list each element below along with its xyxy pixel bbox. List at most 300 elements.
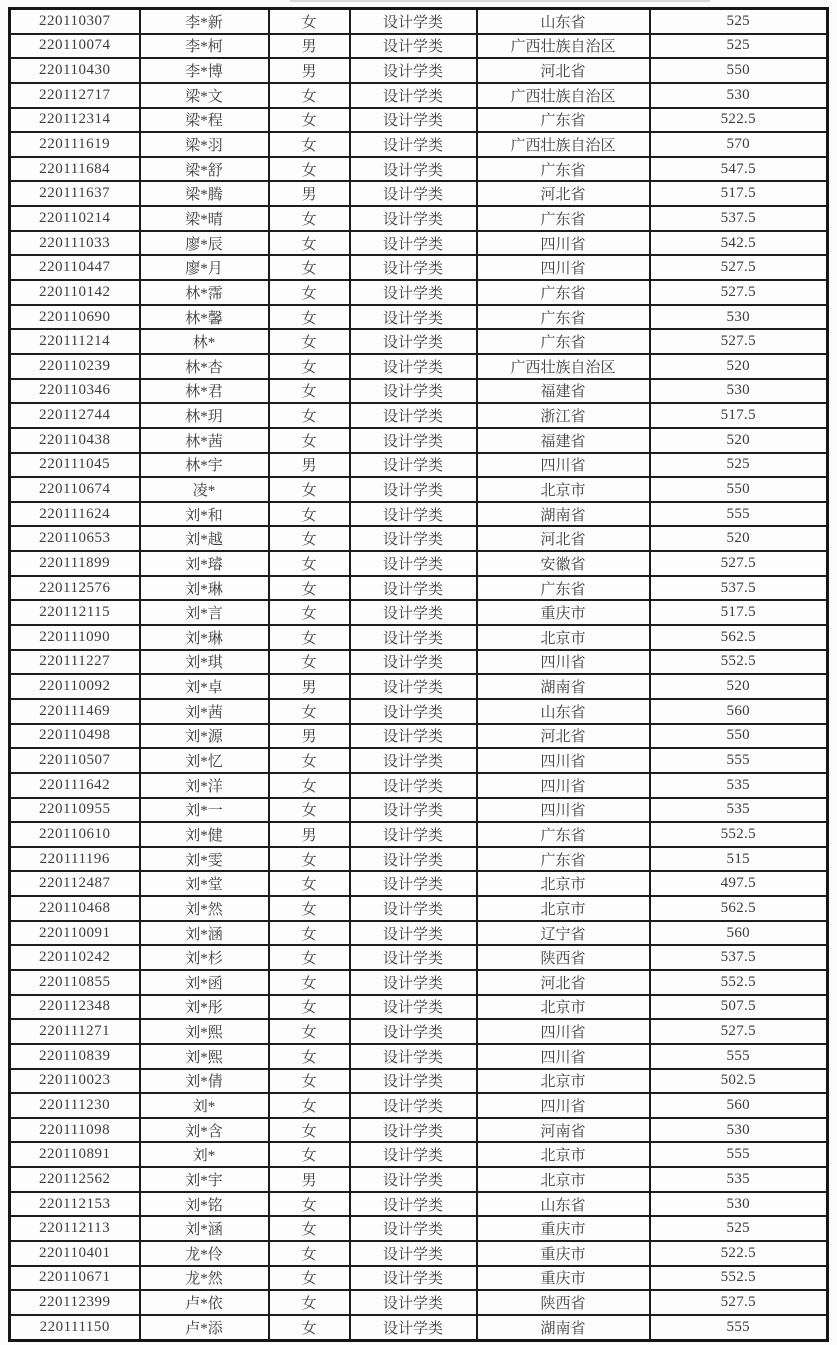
- table-row: [10, 600, 828, 625]
- cell-gender: 女: [269, 798, 350, 823]
- cell-score: 537.5: [650, 576, 828, 601]
- cell-gender: 男: [269, 34, 350, 59]
- cell-name: 刘*杉: [140, 945, 269, 970]
- cell-score: 537.5: [650, 206, 828, 231]
- cell-province: 福建省: [477, 428, 650, 453]
- table-row: [10, 1069, 828, 1094]
- cell-name: 林*馨: [140, 305, 269, 330]
- cell-gender: 女: [269, 83, 350, 108]
- cell-province: 四川省: [477, 453, 650, 478]
- table-row: [10, 896, 828, 921]
- cell-score: 550: [650, 724, 828, 749]
- cell-score: 525: [650, 1216, 828, 1241]
- cell-province: 广西壮族自治区: [477, 34, 650, 59]
- cell-gender: 男: [269, 58, 350, 83]
- cell-candidate_number: 220111619: [10, 132, 140, 157]
- cell-major_category: 设计学类: [350, 108, 477, 133]
- cell-score: 525: [650, 9, 828, 34]
- cell-name: 刘*璿: [140, 551, 269, 576]
- cell-province: 北京市: [477, 1167, 650, 1192]
- cell-gender: 女: [269, 970, 350, 995]
- cell-name: 梁*舒: [140, 157, 269, 182]
- cell-province: 陕西省: [477, 945, 650, 970]
- cell-name: 刘*健: [140, 822, 269, 847]
- cell-candidate_number: 220112314: [10, 108, 140, 133]
- table-row: [10, 354, 828, 379]
- cell-name: 林*君: [140, 379, 269, 404]
- cell-province: 河北省: [477, 526, 650, 551]
- cell-province: 辽宁省: [477, 921, 650, 946]
- cell-name: 刘*: [140, 1093, 269, 1118]
- cell-major_category: 设计学类: [350, 674, 477, 699]
- admission-scores-table: [8, 7, 829, 1342]
- cell-score: 552.5: [650, 650, 828, 675]
- cell-gender: 女: [269, 551, 350, 576]
- cell-name: 刘*铭: [140, 1192, 269, 1217]
- table-row: [10, 1315, 828, 1340]
- cell-province: 北京市: [477, 477, 650, 502]
- cell-province: 河南省: [477, 1118, 650, 1143]
- cell-score: 502.5: [650, 1069, 828, 1094]
- cell-score: 555: [650, 1142, 828, 1167]
- cell-gender: 女: [269, 896, 350, 921]
- cell-province: 福建省: [477, 379, 650, 404]
- cell-major_category: 设计学类: [350, 650, 477, 675]
- table-row: [10, 502, 828, 527]
- table-row: [10, 1093, 828, 1118]
- cell-name: 林*茜: [140, 428, 269, 453]
- cell-province: 四川省: [477, 231, 650, 256]
- cell-province: 河北省: [477, 724, 650, 749]
- cell-score: 535: [650, 798, 828, 823]
- cell-province: 四川省: [477, 650, 650, 675]
- cell-province: 广东省: [477, 206, 650, 231]
- cell-province: 北京市: [477, 1142, 650, 1167]
- cell-score: 562.5: [650, 625, 828, 650]
- cell-name: 刘*熙: [140, 1019, 269, 1044]
- cell-name: 梁*文: [140, 83, 269, 108]
- cell-province: 湖南省: [477, 502, 650, 527]
- cell-gender: 女: [269, 1093, 350, 1118]
- cell-score: 555: [650, 748, 828, 773]
- cell-province: 北京市: [477, 871, 650, 896]
- cell-candidate_number: 220112399: [10, 1290, 140, 1315]
- cell-province: 河北省: [477, 970, 650, 995]
- cell-score: 560: [650, 921, 828, 946]
- cell-province: 重庆市: [477, 1241, 650, 1266]
- cell-name: 刘*宇: [140, 1167, 269, 1192]
- cell-candidate_number: 220110239: [10, 354, 140, 379]
- cell-name: 林*宇: [140, 453, 269, 478]
- cell-major_category: 设计学类: [350, 1118, 477, 1143]
- cell-province: 广东省: [477, 305, 650, 330]
- table-row: [10, 1241, 828, 1266]
- cell-score: 560: [650, 1093, 828, 1118]
- cell-major_category: 设计学类: [350, 773, 477, 798]
- cell-gender: 女: [269, 773, 350, 798]
- cell-major_category: 设计学类: [350, 58, 477, 83]
- cell-name: 梁*羽: [140, 132, 269, 157]
- cell-major_category: 设计学类: [350, 847, 477, 872]
- cell-gender: 男: [269, 674, 350, 699]
- cell-gender: 女: [269, 847, 350, 872]
- cell-name: 龙*然: [140, 1266, 269, 1291]
- cell-gender: 女: [269, 1019, 350, 1044]
- cell-candidate_number: 220111150: [10, 1315, 140, 1340]
- cell-province: 四川省: [477, 773, 650, 798]
- cell-province: 广东省: [477, 822, 650, 847]
- cell-candidate_number: 220112348: [10, 995, 140, 1020]
- cell-score: 560: [650, 699, 828, 724]
- cell-name: 刘*卓: [140, 674, 269, 699]
- cell-major_category: 设计学类: [350, 403, 477, 428]
- cell-major_category: 设计学类: [350, 576, 477, 601]
- cell-name: 刘*忆: [140, 748, 269, 773]
- cell-major_category: 设计学类: [350, 181, 477, 206]
- cell-gender: 男: [269, 181, 350, 206]
- cell-candidate_number: 220110498: [10, 724, 140, 749]
- cell-province: 北京市: [477, 625, 650, 650]
- table-row: [10, 280, 828, 305]
- table-row: [10, 871, 828, 896]
- cell-gender: 女: [269, 576, 350, 601]
- cell-score: 527.5: [650, 280, 828, 305]
- cell-candidate_number: 220112717: [10, 83, 140, 108]
- cell-gender: 女: [269, 379, 350, 404]
- cell-major_category: 设计学类: [350, 453, 477, 478]
- cell-candidate_number: 220111642: [10, 773, 140, 798]
- cell-candidate_number: 220110438: [10, 428, 140, 453]
- cell-candidate_number: 220111624: [10, 502, 140, 527]
- cell-major_category: 设计学类: [350, 526, 477, 551]
- cell-score: 527.5: [650, 329, 828, 354]
- cell-province: 广东省: [477, 108, 650, 133]
- cell-name: 李*博: [140, 58, 269, 83]
- cell-candidate_number: 220111271: [10, 1019, 140, 1044]
- cell-score: 520: [650, 428, 828, 453]
- table-row: [10, 428, 828, 453]
- cell-name: 刘*: [140, 1142, 269, 1167]
- cell-name: 刘*琳: [140, 625, 269, 650]
- table-row: [10, 945, 828, 970]
- cell-gender: 女: [269, 354, 350, 379]
- cell-province: 重庆市: [477, 1266, 650, 1291]
- cell-major_category: 设计学类: [350, 1216, 477, 1241]
- table-row: [10, 83, 828, 108]
- cell-gender: 男: [269, 724, 350, 749]
- cell-score: 527.5: [650, 255, 828, 280]
- cell-candidate_number: 220110839: [10, 1044, 140, 1069]
- cell-major_category: 设计学类: [350, 699, 477, 724]
- table-row: [10, 674, 828, 699]
- cell-score: 525: [650, 453, 828, 478]
- cell-candidate_number: 220110092: [10, 674, 140, 699]
- cell-major_category: 设计学类: [350, 1093, 477, 1118]
- cell-score: 507.5: [650, 995, 828, 1020]
- cell-name: 刘*琪: [140, 650, 269, 675]
- cell-gender: 女: [269, 1044, 350, 1069]
- cell-gender: 女: [269, 921, 350, 946]
- cell-gender: 女: [269, 280, 350, 305]
- cell-candidate_number: 220110690: [10, 305, 140, 330]
- cell-score: 530: [650, 1192, 828, 1217]
- cell-province: 广东省: [477, 280, 650, 305]
- cell-major_category: 设计学类: [350, 970, 477, 995]
- table-row: [10, 108, 828, 133]
- cell-province: 四川省: [477, 748, 650, 773]
- table-row: [10, 206, 828, 231]
- cell-province: 北京市: [477, 1069, 650, 1094]
- cell-candidate_number: 220111637: [10, 181, 140, 206]
- cell-score: 517.5: [650, 181, 828, 206]
- table-row: [10, 58, 828, 83]
- cell-gender: 女: [269, 1216, 350, 1241]
- cell-major_category: 设计学类: [350, 132, 477, 157]
- cell-major_category: 设计学类: [350, 748, 477, 773]
- cell-name: 卢*依: [140, 1290, 269, 1315]
- table-row: [10, 34, 828, 59]
- table-row: [10, 1266, 828, 1291]
- cell-gender: 男: [269, 1167, 350, 1192]
- cell-province: 北京市: [477, 995, 650, 1020]
- cell-candidate_number: 220110214: [10, 206, 140, 231]
- cell-gender: 女: [269, 625, 350, 650]
- cell-candidate_number: 220111090: [10, 625, 140, 650]
- cell-candidate_number: 220112562: [10, 1167, 140, 1192]
- cell-major_category: 设计学类: [350, 379, 477, 404]
- cell-candidate_number: 220112153: [10, 1192, 140, 1217]
- cell-name: 林*: [140, 329, 269, 354]
- cell-major_category: 设计学类: [350, 871, 477, 896]
- cell-gender: 男: [269, 453, 350, 478]
- cell-province: 山东省: [477, 9, 650, 34]
- cell-candidate_number: 220111033: [10, 231, 140, 256]
- cell-major_category: 设计学类: [350, 921, 477, 946]
- cell-name: 刘*涵: [140, 1216, 269, 1241]
- cell-gender: 女: [269, 650, 350, 675]
- table-row: [10, 379, 828, 404]
- cell-gender: 女: [269, 748, 350, 773]
- cell-province: 广西壮族自治区: [477, 132, 650, 157]
- cell-gender: 女: [269, 206, 350, 231]
- cell-gender: 女: [269, 526, 350, 551]
- cell-candidate_number: 220111684: [10, 157, 140, 182]
- cell-major_category: 设计学类: [350, 1167, 477, 1192]
- cell-score: 517.5: [650, 600, 828, 625]
- table-row: [10, 255, 828, 280]
- cell-province: 四川省: [477, 1093, 650, 1118]
- cell-score: 527.5: [650, 551, 828, 576]
- cell-gender: 女: [269, 329, 350, 354]
- cell-major_category: 设计学类: [350, 1192, 477, 1217]
- cell-name: 刘*熙: [140, 1044, 269, 1069]
- cell-name: 林*杏: [140, 354, 269, 379]
- cell-candidate_number: 220111214: [10, 329, 140, 354]
- cell-name: 刘*倩: [140, 1069, 269, 1094]
- cell-major_category: 设计学类: [350, 83, 477, 108]
- cell-score: 515: [650, 847, 828, 872]
- cell-name: 刘*含: [140, 1118, 269, 1143]
- cell-major_category: 设计学类: [350, 1290, 477, 1315]
- cell-score: 517.5: [650, 403, 828, 428]
- cell-major_category: 设计学类: [350, 329, 477, 354]
- cell-candidate_number: 220112487: [10, 871, 140, 896]
- cell-score: 555: [650, 502, 828, 527]
- cell-name: 刘*琳: [140, 576, 269, 601]
- cell-score: 522.5: [650, 108, 828, 133]
- cell-gender: 女: [269, 9, 350, 34]
- cell-major_category: 设计学类: [350, 625, 477, 650]
- cell-major_category: 设计学类: [350, 1241, 477, 1266]
- cell-candidate_number: 220111469: [10, 699, 140, 724]
- cell-score: 535: [650, 1167, 828, 1192]
- table-row: [10, 157, 828, 182]
- table-row: [10, 699, 828, 724]
- cell-major_category: 设计学类: [350, 896, 477, 921]
- table-row: [10, 1142, 828, 1167]
- cell-gender: 女: [269, 108, 350, 133]
- cell-major_category: 设计学类: [350, 206, 477, 231]
- cell-province: 湖南省: [477, 1315, 650, 1340]
- table-row: [10, 181, 828, 206]
- cell-name: 刘*言: [140, 600, 269, 625]
- cell-major_category: 设计学类: [350, 1142, 477, 1167]
- cell-province: 四川省: [477, 255, 650, 280]
- cell-major_category: 设计学类: [350, 551, 477, 576]
- cell-score: 497.5: [650, 871, 828, 896]
- cell-major_category: 设计学类: [350, 600, 477, 625]
- cell-province: 浙江省: [477, 403, 650, 428]
- cell-major_category: 设计学类: [350, 157, 477, 182]
- cell-major_category: 设计学类: [350, 1069, 477, 1094]
- cell-major_category: 设计学类: [350, 724, 477, 749]
- cell-name: 刘*堂: [140, 871, 269, 896]
- cell-province: 山东省: [477, 1192, 650, 1217]
- cell-province: 北京市: [477, 896, 650, 921]
- cell-candidate_number: 220112113: [10, 1216, 140, 1241]
- table-row: [10, 576, 828, 601]
- cell-major_category: 设计学类: [350, 995, 477, 1020]
- cell-score: 525: [650, 34, 828, 59]
- cell-score: 555: [650, 1315, 828, 1340]
- cell-gender: 女: [269, 157, 350, 182]
- cell-candidate_number: 220110468: [10, 896, 140, 921]
- cell-name: 卢*添: [140, 1315, 269, 1340]
- cell-candidate_number: 220111045: [10, 453, 140, 478]
- cell-major_category: 设计学类: [350, 280, 477, 305]
- cell-name: 龙*伶: [140, 1241, 269, 1266]
- cell-name: 刘*涵: [140, 921, 269, 946]
- cell-name: 李*新: [140, 9, 269, 34]
- cell-province: 湖南省: [477, 674, 650, 699]
- cell-province: 四川省: [477, 1044, 650, 1069]
- cell-candidate_number: 220111098: [10, 1118, 140, 1143]
- table-row: [10, 995, 828, 1020]
- cell-name: 刘*越: [140, 526, 269, 551]
- cell-candidate_number: 220110653: [10, 526, 140, 551]
- cell-gender: 女: [269, 132, 350, 157]
- cell-province: 广东省: [477, 157, 650, 182]
- cell-name: 刘*然: [140, 896, 269, 921]
- cell-gender: 女: [269, 1290, 350, 1315]
- table-body: [10, 9, 828, 1341]
- cell-candidate_number: 220110401: [10, 1241, 140, 1266]
- cell-gender: 女: [269, 1241, 350, 1266]
- cell-candidate_number: 220111227: [10, 650, 140, 675]
- cell-gender: 女: [269, 699, 350, 724]
- table-row: [10, 724, 828, 749]
- table-row: [10, 551, 828, 576]
- cell-name: 林*玥: [140, 403, 269, 428]
- cell-major_category: 设计学类: [350, 305, 477, 330]
- cell-name: 刘*茜: [140, 699, 269, 724]
- cell-score: 562.5: [650, 896, 828, 921]
- cell-candidate_number: 220110507: [10, 748, 140, 773]
- cell-province: 四川省: [477, 1019, 650, 1044]
- cell-score: 550: [650, 477, 828, 502]
- cell-candidate_number: 220112576: [10, 576, 140, 601]
- cell-gender: 男: [269, 822, 350, 847]
- cell-gender: 女: [269, 1118, 350, 1143]
- table-row: [10, 526, 828, 551]
- cell-gender: 女: [269, 477, 350, 502]
- cell-gender: 女: [269, 1315, 350, 1340]
- cell-score: 537.5: [650, 945, 828, 970]
- cell-name: 刘*一: [140, 798, 269, 823]
- cell-name: 廖*月: [140, 255, 269, 280]
- table-row: [10, 477, 828, 502]
- cell-gender: 女: [269, 995, 350, 1020]
- cell-candidate_number: 220110242: [10, 945, 140, 970]
- cell-province: 广东省: [477, 329, 650, 354]
- cell-candidate_number: 220110955: [10, 798, 140, 823]
- cell-candidate_number: 220110891: [10, 1142, 140, 1167]
- cell-candidate_number: 220110142: [10, 280, 140, 305]
- cell-candidate_number: 220110091: [10, 921, 140, 946]
- cell-score: 530: [650, 305, 828, 330]
- cell-province: 广东省: [477, 847, 650, 872]
- cell-candidate_number: 220111899: [10, 551, 140, 576]
- table-row: [10, 231, 828, 256]
- cell-name: 林*霈: [140, 280, 269, 305]
- cell-major_category: 设计学类: [350, 1266, 477, 1291]
- cell-name: 廖*辰: [140, 231, 269, 256]
- table-row: [10, 1118, 828, 1143]
- cell-score: 555: [650, 1044, 828, 1069]
- table-row: [10, 132, 828, 157]
- cell-name: 刘*洋: [140, 773, 269, 798]
- table-row: [10, 305, 828, 330]
- cell-gender: 女: [269, 305, 350, 330]
- cell-name: 刘*函: [140, 970, 269, 995]
- cell-gender: 女: [269, 945, 350, 970]
- cell-province: 陕西省: [477, 1290, 650, 1315]
- table-row: [10, 822, 828, 847]
- cell-gender: 女: [269, 231, 350, 256]
- cell-score: 552.5: [650, 1266, 828, 1291]
- cell-gender: 女: [269, 871, 350, 896]
- cell-score: 520: [650, 674, 828, 699]
- scan-artifact-line: [290, 0, 710, 2]
- cell-candidate_number: 220111230: [10, 1093, 140, 1118]
- cell-province: 广西壮族自治区: [477, 354, 650, 379]
- cell-candidate_number: 220110307: [10, 9, 140, 34]
- cell-candidate_number: 220110671: [10, 1266, 140, 1291]
- cell-major_category: 设计学类: [350, 354, 477, 379]
- cell-major_category: 设计学类: [350, 502, 477, 527]
- cell-score: 530: [650, 1118, 828, 1143]
- cell-gender: 女: [269, 1069, 350, 1094]
